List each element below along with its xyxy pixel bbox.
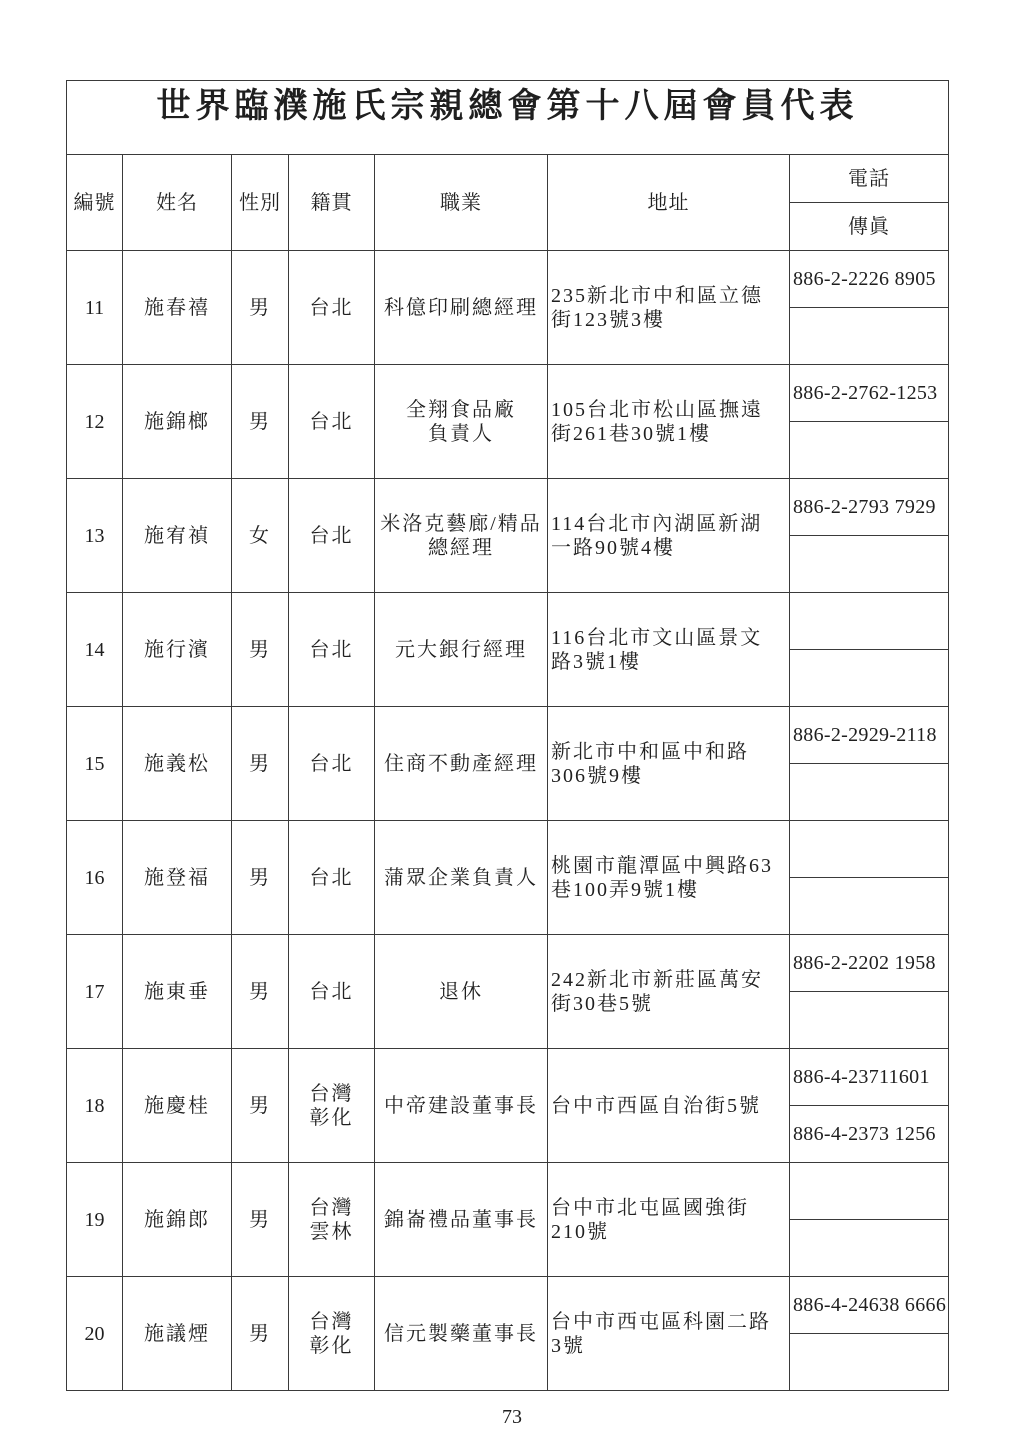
address-line: 116台北市文山區景文 [551,626,763,649]
member-native-place [289,1277,375,1391]
member-name: 施登福 [123,821,232,935]
member-number: 17 [67,935,123,1049]
member-address [548,707,790,821]
member-gender: 男 [232,935,289,1049]
native-place-line: 台灣 [309,1082,354,1105]
member-gender: 男 [232,821,289,935]
member-address [548,821,790,935]
address-line: 台中市西區自治街5號 [551,1094,761,1117]
member-native-place [289,821,375,935]
native-place-line: 雲林 [309,1220,354,1243]
member-occupation [375,365,548,479]
member-fax [790,650,949,707]
member-gender: 女 [232,479,289,593]
title-row [67,81,949,155]
member-number: 12 [67,365,123,479]
member-phone: 886-2-2929-2118 [790,707,949,764]
member-occupation [375,593,548,707]
member-number: 18 [67,1049,123,1163]
table-row [67,1163,949,1220]
member-phone [790,821,949,878]
member-name: 施宥禎 [123,479,232,593]
header-gender: 性別 [232,155,289,251]
address-line: 街123號3樓 [551,308,665,331]
member-native-place [289,251,375,365]
table-row [67,935,949,992]
native-place-line: 台北 [309,296,354,319]
member-address [548,1163,790,1277]
address-line: 台中市西屯區科園二路 [551,1310,771,1333]
table-row [67,365,949,422]
member-number: 20 [67,1277,123,1391]
member-native-place [289,593,375,707]
member-phone: 886-2-2226 8905 [790,251,949,308]
occupation-line: 信元製藥董事長 [384,1322,538,1345]
member-fax: 886-4-2373 1256 [790,1106,949,1163]
member-name: 施議煙 [123,1277,232,1391]
member-native-place [289,1163,375,1277]
member-fax [790,1220,949,1277]
title-cell [67,81,949,155]
member-occupation [375,935,548,1049]
member-fax [790,992,949,1049]
member-phone: 886-4-24638 6666 [790,1277,949,1334]
native-place-line: 台北 [309,866,354,889]
member-name: 施春禧 [123,251,232,365]
address-line: 210號 [551,1220,609,1243]
member-name: 施東垂 [123,935,232,1049]
member-occupation [375,1049,548,1163]
member-native-place [289,1049,375,1163]
member-address [548,365,790,479]
table-row [67,593,949,650]
member-name: 施義松 [123,707,232,821]
member-address [548,1277,790,1391]
occupation-line: 全翔食品廠 [406,398,516,421]
member-number: 15 [67,707,123,821]
member-gender: 男 [232,251,289,365]
occupation-line: 錦崙禮品董事長 [384,1208,538,1231]
header-occupation: 職業 [375,155,548,251]
header-name: 姓名 [123,155,232,251]
member-phone: 886-2-2793 7929 [790,479,949,536]
member-fax [790,764,949,821]
native-place-line: 台北 [309,524,354,547]
member-table [66,80,949,1391]
occupation-line: 蒲眾企業負責人 [384,866,538,889]
address-line: 路3號1樓 [551,650,641,673]
native-place-line: 台北 [309,638,354,661]
member-number: 19 [67,1163,123,1277]
occupation-line: 元大銀行經理 [395,638,527,661]
document-title: 世界臨濮施氏宗親總會第十八屆會員代表 [156,87,859,125]
header-fax: 傳眞 [790,203,949,251]
table-row [67,479,949,536]
member-phone [790,593,949,650]
member-gender: 男 [232,593,289,707]
member-occupation [375,251,548,365]
member-name: 施錦郎 [123,1163,232,1277]
address-line: 新北市中和區中和路 [551,740,749,763]
member-phone: 886-4-23711601 [790,1049,949,1106]
header-native-place: 籍貫 [289,155,375,251]
native-place-line: 彰化 [309,1334,354,1357]
member-fax [790,422,949,479]
member-gender: 男 [232,365,289,479]
table-row [67,251,949,308]
member-phone: 886-2-2202 1958 [790,935,949,992]
table-row [67,1277,949,1334]
address-line: 242新北市新莊區萬安 [551,968,763,991]
occupation-line: 科億印刷總經理 [384,296,538,319]
member-gender: 男 [232,1163,289,1277]
occupation-line: 米洛克藝廊/精品 [380,512,542,535]
occupation-line: 退休 [439,980,483,1003]
native-place-line: 彰化 [309,1106,354,1129]
header-row [67,155,949,203]
member-native-place [289,365,375,479]
address-line: 街261巷30號1樓 [551,422,711,445]
header-address: 地址 [548,155,790,251]
member-native-place [289,707,375,821]
member-occupation [375,1277,548,1391]
native-place-line: 台北 [309,752,354,775]
native-place-line: 台灣 [309,1310,354,1333]
member-address [548,593,790,707]
member-table-sheet [66,80,948,1391]
member-address [548,479,790,593]
address-line: 巷100弄9號1樓 [551,878,699,901]
occupation-line: 住商不動產經理 [384,752,538,775]
address-line: 桃園市龍潭區中興路63 [551,854,773,877]
member-name: 施錦榔 [123,365,232,479]
member-name: 施慶桂 [123,1049,232,1163]
member-fax [790,308,949,365]
member-phone [790,1163,949,1220]
member-native-place [289,935,375,1049]
member-phone: 886-2-2762-1253 [790,365,949,422]
address-line: 3號 [551,1334,585,1357]
address-line: 235新北市中和區立德 [551,284,763,307]
member-occupation [375,479,548,593]
member-gender: 男 [232,707,289,821]
member-name: 施行濱 [123,593,232,707]
member-address [548,1049,790,1163]
member-fax [790,1334,949,1391]
occupation-line: 總經理 [428,536,494,559]
member-occupation [375,821,548,935]
member-gender: 男 [232,1277,289,1391]
native-place-line: 台北 [309,980,354,1003]
member-fax [790,536,949,593]
member-address [548,935,790,1049]
address-line: 一路90號4樓 [551,536,675,559]
address-line: 114台北市內湖區新湖 [551,512,763,535]
member-number: 11 [67,251,123,365]
native-place-line: 台北 [309,410,354,433]
occupation-line: 負責人 [428,422,494,445]
native-place-line: 台灣 [309,1196,354,1219]
address-line: 街30巷5號 [551,992,653,1015]
occupation-line: 中帝建設董事長 [384,1094,538,1117]
member-number: 14 [67,593,123,707]
member-fax [790,878,949,935]
address-line: 台中市北屯區國強街 [551,1196,749,1219]
member-rows [67,251,949,1391]
table-row [67,821,949,878]
member-gender: 男 [232,1049,289,1163]
table-row [67,1049,949,1106]
member-address [548,251,790,365]
address-line: 306號9樓 [551,764,643,787]
member-native-place [289,479,375,593]
header-number: 編號 [67,155,123,251]
member-occupation [375,707,548,821]
header-phone: 電話 [790,155,949,203]
table-row [67,707,949,764]
member-number: 13 [67,479,123,593]
member-occupation [375,1163,548,1277]
member-number: 16 [67,821,123,935]
address-line: 105台北市松山區撫遠 [551,398,763,421]
page-number: 73 [502,1406,522,1428]
